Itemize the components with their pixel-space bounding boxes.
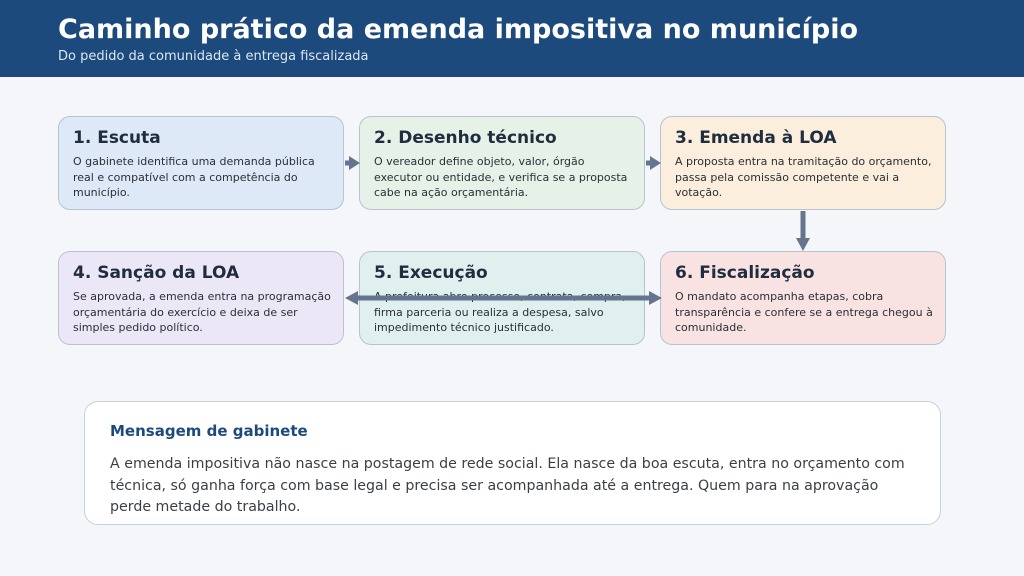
step-title: 4. Sanção da LOA bbox=[73, 263, 240, 283]
step-text: A proposta entra na tramitação do orçamento, passa pela comissão competente e vai a votação. bbox=[675, 155, 932, 199]
step-card-fiscalizacao bbox=[660, 251, 946, 345]
step-text: O vereador define objeto, valor, órgão executor ou entidade, e verifica se a proposta cabe na ação orçamentária. bbox=[374, 155, 628, 199]
message-text: A emenda impositiva não nasce na postagem de rede social. Ela nasce da boa escuta, entra no orçamento com técnica, só ganha força com base legal e precisa ser acompanhada até a entrega. Quem para na aprovação perde metade do trabalho. bbox=[110, 456, 905, 515]
message-title: Mensagem de gabinete bbox=[110, 422, 308, 440]
step-card-sancao-loa bbox=[58, 251, 344, 345]
step-card-emenda-loa bbox=[660, 116, 946, 210]
header-bar bbox=[0, 0, 1024, 77]
step-card-desenho-tecnico bbox=[359, 116, 645, 210]
step-card-escuta bbox=[58, 116, 344, 210]
step-card-execucao bbox=[359, 251, 645, 345]
page-subtitle: Do pedido da comunidade à entrega fiscalizada bbox=[58, 49, 369, 64]
arrow-escuta-to-desenho bbox=[345, 156, 360, 170]
page-title: Caminho prático da emenda impositiva no município bbox=[58, 14, 859, 45]
message-box bbox=[84, 401, 941, 525]
step-text: A prefeitura abre processo, contrata, compra, firma parceria ou realiza a despesa, salvo impedimento técnico justificado. bbox=[374, 290, 626, 334]
step-title: 1. Escuta bbox=[73, 128, 161, 148]
step-title: 2. Desenho técnico bbox=[374, 128, 557, 148]
step-title: 3. Emenda à LOA bbox=[675, 128, 837, 148]
step-text: Se aprovada, a emenda entra na programação orçamentária do exercício e deixa de ser simples pedido político. bbox=[73, 290, 331, 334]
arrow-desenho-to-emenda bbox=[646, 156, 661, 170]
step-title: 5. Execução bbox=[374, 263, 488, 283]
step-title: 6. Fiscalização bbox=[675, 263, 815, 283]
arrow-emenda-to-fiscalizacao bbox=[796, 211, 810, 251]
step-text: O gabinete identifica uma demanda pública real e compatível com a competência do município. bbox=[73, 155, 315, 199]
step-text: O mandato acompanha etapas, cobra transparência e confere se a entrega chegou à comunidade. bbox=[675, 290, 933, 334]
